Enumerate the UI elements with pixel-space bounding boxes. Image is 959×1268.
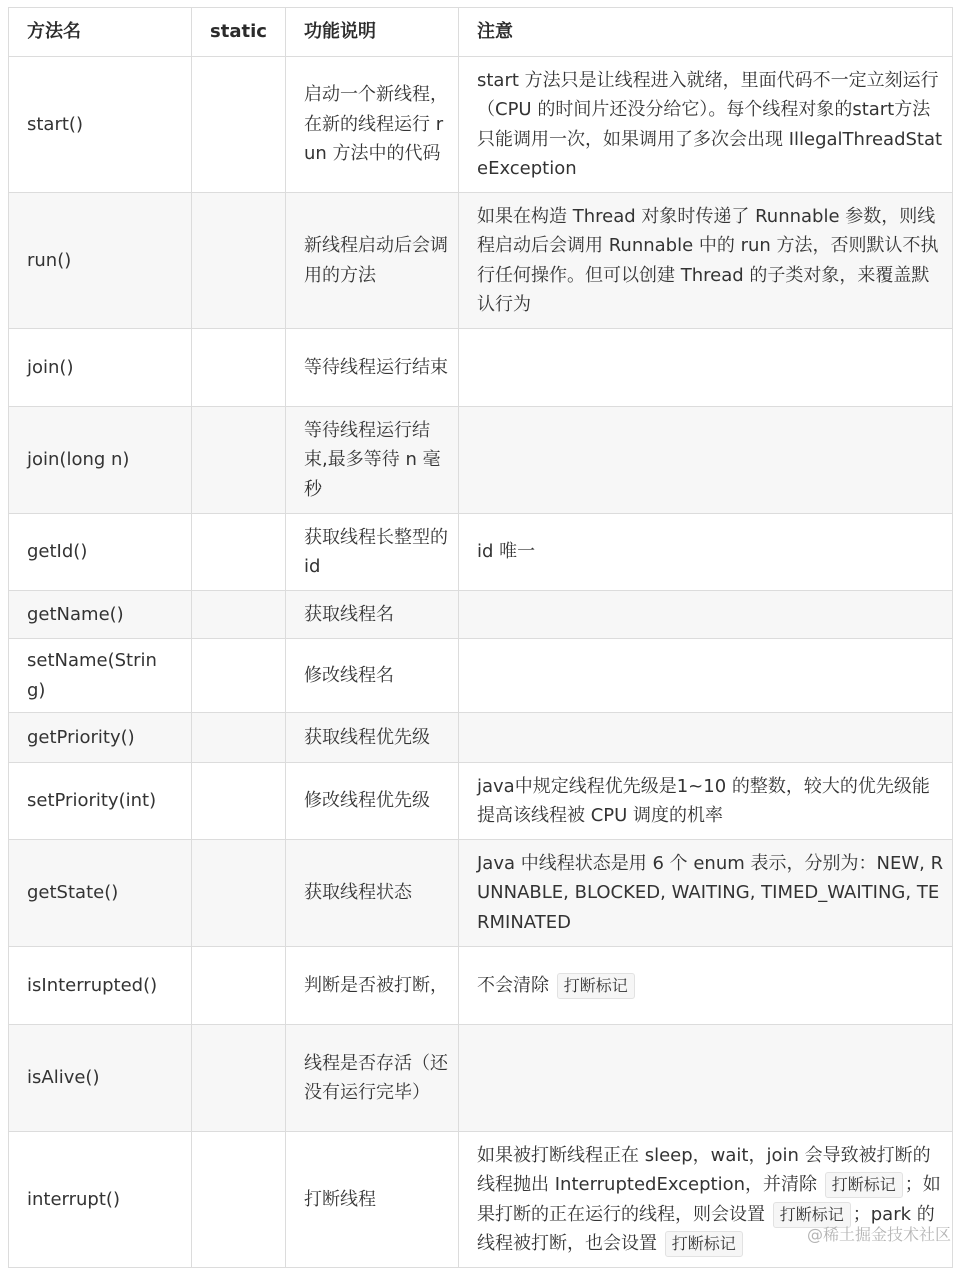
note-cell [459, 329, 953, 407]
note-segment: ；如果打断的正在运行的线程，则会设置 [477, 1174, 941, 1225]
table-body [9, 57, 953, 1268]
table-row [9, 591, 953, 639]
inline-code: 打断标记 [557, 973, 635, 999]
methods-table [8, 7, 953, 1268]
table-row [9, 639, 953, 713]
note-text [477, 772, 944, 831]
description-cell: 修改线程优先级 [286, 763, 459, 840]
static-cell [192, 947, 286, 1025]
note-cell [459, 57, 953, 193]
note-cell [459, 1025, 953, 1132]
note-segment: Java 中线程状态是用 6 个 enum 表示，分别为：NEW, RUNNABLE, BLOCKED, WAITING, TIMED_WAITING, TERMINATED [477, 852, 944, 933]
description-cell: 启动一个新线程，在新的线程运行 run 方法中的代码 [286, 57, 459, 193]
note-cell [459, 193, 953, 329]
inline-code: 打断标记 [825, 1172, 903, 1198]
method-cell: getPriority() [9, 713, 192, 763]
note-cell [459, 591, 953, 639]
static-cell [192, 713, 286, 763]
method-cell: isAlive() [9, 1025, 192, 1132]
note-cell [459, 713, 953, 763]
note-cell [459, 840, 953, 947]
description-cell: 修改线程名 [286, 639, 459, 713]
header-row [9, 8, 953, 57]
note-segment: 不会清除 [477, 974, 555, 996]
method-cell: getName() [9, 591, 192, 639]
note-cell [459, 947, 953, 1025]
watermark: @稀土掘金技术社区 [806, 1225, 951, 1244]
description-cell: 线程是否存活（还没有运行完毕） [286, 1025, 459, 1132]
table-row [9, 329, 953, 407]
header-description: 功能说明 [286, 8, 459, 57]
inline-code: 打断标记 [665, 1231, 743, 1257]
table-row [9, 514, 953, 591]
table-row [9, 57, 953, 193]
description-cell: 获取线程长整型的 id [286, 514, 459, 591]
note-cell [459, 407, 953, 514]
static-cell [192, 329, 286, 407]
table-row [9, 1132, 953, 1268]
description-cell: 判断是否被打断， [286, 947, 459, 1025]
static-cell [192, 763, 286, 840]
note-segment: 如果被打断线程正在 sleep，wait，join 会导致被打断的线程抛出 InterruptedException，并清除 [477, 1144, 931, 1195]
table-row [9, 713, 953, 763]
static-cell [192, 840, 286, 947]
note-segment: ；park 的线程被打断，也会设置 [477, 1203, 935, 1254]
note-cell [459, 763, 953, 840]
static-cell [192, 57, 286, 193]
note-segment: java中规定线程优先级是1~10 的整数，较大的优先级能提高该线程被 CPU 调度的机率 [477, 775, 930, 826]
method-cell: setPriority(int) [9, 763, 192, 840]
table-row [9, 407, 953, 514]
method-cell: join() [9, 329, 192, 407]
method-cell: setName(String) [9, 639, 192, 713]
method-cell: getState() [9, 840, 192, 947]
note-text [477, 66, 944, 184]
note-text [477, 537, 944, 567]
method-cell: run() [9, 193, 192, 329]
static-cell [192, 193, 286, 329]
method-cell: isInterrupted() [9, 947, 192, 1025]
note-segment: 如果在构造 Thread 对象时传递了 Runnable 参数，则线程启动后会调用 Runnable 中的 run 方法，否则默认不执行任何操作。但可以创建 Thread 的子类对象，来覆盖默认行为 [477, 205, 939, 315]
description-cell: 获取线程名 [286, 591, 459, 639]
note-cell [459, 1132, 953, 1268]
note-text [477, 849, 944, 938]
description-cell: 打断线程 [286, 1132, 459, 1268]
table-row [9, 1025, 953, 1132]
static-cell [192, 1132, 286, 1268]
inline-code: 打断标记 [773, 1202, 851, 1228]
description-cell: 新线程启动后会调用的方法 [286, 193, 459, 329]
table-row [9, 763, 953, 840]
description-cell: 等待线程运行结束,最多等待 n 毫秒 [286, 407, 459, 514]
header-note: 注意 [459, 8, 953, 57]
table-row [9, 193, 953, 329]
method-cell: getId() [9, 514, 192, 591]
header-method: 方法名 [9, 8, 192, 57]
method-cell: start() [9, 57, 192, 193]
description-cell: 获取线程状态 [286, 840, 459, 947]
table-row [9, 947, 953, 1025]
static-cell [192, 639, 286, 713]
note-segment: id 唯一 [477, 541, 536, 563]
method-cell: interrupt() [9, 1132, 192, 1268]
static-cell [192, 591, 286, 639]
method-cell: join(long n) [9, 407, 192, 514]
static-cell [192, 407, 286, 514]
header-static: static [192, 8, 286, 57]
static-cell [192, 1025, 286, 1132]
note-segment: start 方法只是让线程进入就绪，里面代码不一定立刻运行（CPU 的时间片还没分给它）。每个线程对象的start方法只能调用一次，如果调用了多次会出现 IllegalThreadStateException [477, 69, 943, 179]
note-text [477, 202, 944, 320]
note-cell [459, 639, 953, 713]
description-cell: 获取线程优先级 [286, 713, 459, 763]
static-cell [192, 514, 286, 591]
note-text [477, 971, 944, 1001]
note-cell [459, 514, 953, 591]
description-cell: 等待线程运行结束 [286, 329, 459, 407]
table-row [9, 840, 953, 947]
